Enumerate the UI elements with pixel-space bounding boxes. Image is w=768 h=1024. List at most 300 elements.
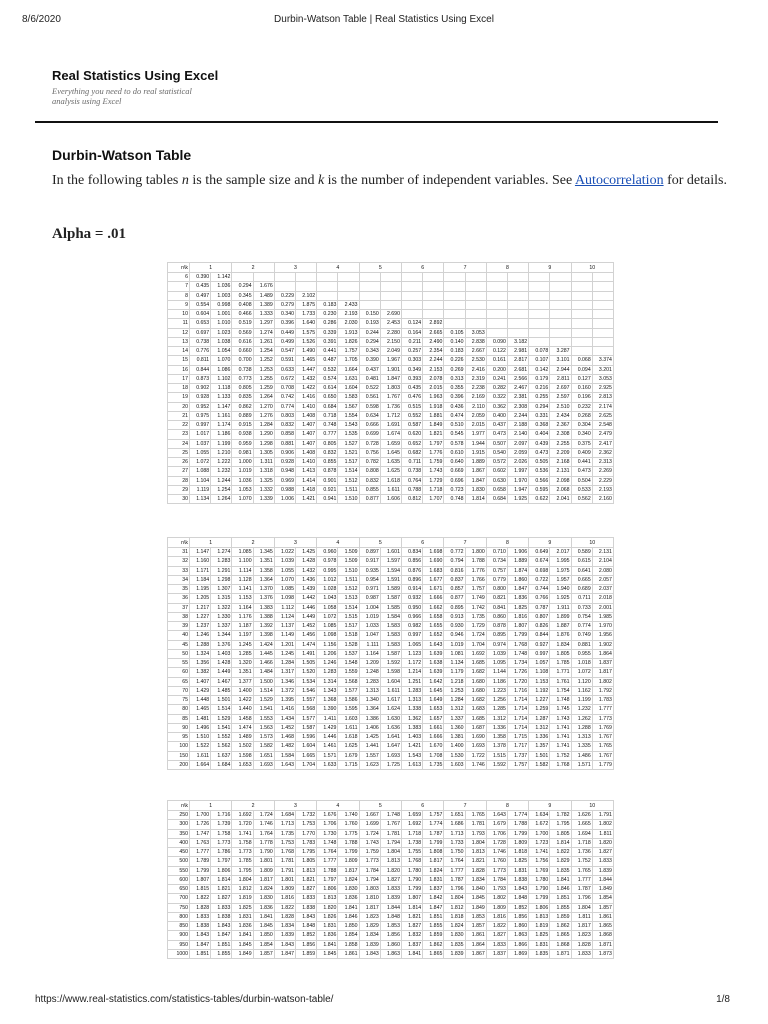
dl-cell: 1.598 [232,751,253,760]
dl-cell: 1.164 [232,603,253,612]
n-cell: 250 [168,811,190,820]
dl-cell: 1.746 [486,848,507,857]
du-cell: 1.857 [253,949,274,958]
dl-cell: 0.921 [317,485,338,494]
dl-cell: 0.782 [359,458,380,467]
dl-cell: 1.383 [401,723,422,732]
du-cell: 1.785 [550,659,571,668]
k-header: 8 [486,801,528,811]
dl-cell: 0.805 [232,384,253,393]
du-cell: 1.871 [592,940,613,949]
dl-cell: 1.835 [444,940,465,949]
du-cell: 1.655 [423,622,444,631]
dl-cell: 1.100 [232,557,253,566]
dl-cell [529,319,550,328]
dl-cell: 1.246 [317,659,338,668]
du-cell: 1.638 [423,659,444,668]
du-cell: 1.827 [211,894,232,903]
dl-cell: 1.847 [274,949,295,958]
dl-cell: 0.862 [232,402,253,411]
dl-cell: 1.836 [232,922,253,931]
dl-cell: 0.532 [317,365,338,374]
dl-cell: 0.855 [359,485,380,494]
n-cell: 1000 [168,949,190,958]
table-row [168,347,614,356]
du-cell: 1.611 [338,723,359,732]
table-row [168,829,614,838]
dl-cell: 0.211 [401,337,422,346]
table-row [168,940,614,949]
table-row [168,393,614,402]
dl-cell: 1.839 [444,949,465,958]
du-cell: 1.527 [338,439,359,448]
du-cell: 1.799 [338,848,359,857]
dl-cell: 1.694 [571,829,592,838]
du-cell: 1.452 [295,622,316,631]
dl-cell: 0.858 [274,430,295,439]
du-cell: 2.015 [465,421,486,430]
du-cell [423,273,444,282]
dl-cell: 0.340 [274,310,295,319]
n-cell: 100 [168,742,190,751]
dl-cell: 1.395 [274,696,295,705]
dl-cell [529,291,550,300]
table-row [168,903,614,912]
du-cell: 2.110 [465,402,486,411]
du-cell: 1.854 [338,931,359,940]
du-cell: 1.862 [423,940,444,949]
n-cell: 29 [168,485,190,494]
dl-cell: 0.857 [444,585,465,594]
dl-cell: 1.738 [401,838,422,847]
dl-cell: 0.282 [486,384,507,393]
du-cell: 1.830 [253,894,274,903]
n-cell: 20 [168,402,190,411]
du-cell: 1.582 [253,742,274,751]
dl-cell: 1.653 [232,760,253,769]
dl-cell: 0.409 [571,448,592,457]
du-cell: 3.374 [592,356,613,365]
dl-cell: 0.179 [529,374,550,383]
dl-cell: 1.794 [359,875,380,884]
du-cell: 2.001 [592,603,613,612]
n-cell: 50 [168,649,190,658]
du-cell: 1.970 [507,476,528,485]
n-cell: 17 [168,374,190,383]
du-cell: 1.889 [465,458,486,467]
du-cell [550,300,571,309]
dl-cell: 0.142 [529,365,550,374]
du-cell: 1.792 [592,686,613,695]
du-cell: 1.813 [465,848,486,857]
dl-cell: 1.481 [190,714,211,723]
dl-cell: 0.738 [232,365,253,374]
dl-cell: 0.294 [529,402,550,411]
dl-cell: 1.338 [401,705,422,714]
table-row [168,811,614,820]
dl-cell: 0.917 [359,557,380,566]
dl-cell: 1.828 [571,940,592,949]
dl-cell: 0.408 [232,300,253,309]
du-cell [550,319,571,328]
n-cell: 200 [168,760,190,769]
du-cell: 1.449 [295,612,316,621]
dl-cell: 0.832 [274,421,295,430]
dl-cell [444,300,465,309]
du-cell: 1.501 [211,696,232,705]
du-cell: 1.839 [592,866,613,875]
dl-cell: 0.473 [486,430,507,439]
dl-cell: 1.643 [274,760,295,769]
dl-cell: 1.828 [190,903,211,912]
dl-cell: 1.819 [232,894,253,903]
table-row [168,374,614,383]
dl-cell: 0.536 [529,467,550,476]
dl-cell: 0.107 [529,356,550,365]
dl-cell: 1.831 [232,912,253,921]
du-cell [507,319,528,328]
du-cell: 1.833 [295,894,316,903]
dl-cell: 1.764 [444,857,465,866]
du-cell: 3.053 [592,374,613,383]
k-header: 1 [190,538,232,548]
page-url: https://www.real-statistics.com/statistics-tables/durbin-watson-table/ [35,994,334,1005]
dl-cell: 1.845 [232,940,253,949]
n-cell: 18 [168,384,190,393]
du-cell: 1.859 [423,931,444,940]
dl-cell: 1.814 [401,903,422,912]
du-cell: 1.567 [338,402,359,411]
dl-cell: 1.019 [444,640,465,649]
du-cell: 1.586 [338,696,359,705]
du-cell: 1.863 [507,931,528,940]
du-cell: 1.847 [465,476,486,485]
n-cell: 550 [168,866,190,875]
dl-cell: 0.723 [444,485,465,494]
dl-cell: 1.176 [232,612,253,621]
du-cell: 1.376 [253,594,274,603]
dl-cell: 0.930 [444,622,465,631]
intro-text: is the sample size and [188,173,318,188]
dl-cell: 1.072 [190,458,211,467]
du-cell [507,310,528,319]
du-cell [295,282,316,291]
dl-cell [444,319,465,328]
dl-cell: 1.137 [274,622,295,631]
table-row [168,820,614,829]
dl-cell: 0.232 [571,402,592,411]
du-cell: 1.742 [465,603,486,612]
du-cell: 1.801 [253,857,274,866]
du-cell: 1.305 [253,448,274,457]
print-date: 8/6/2020 [22,14,61,25]
dl-cell: 1.841 [317,940,338,949]
du-cell: 2.041 [550,495,571,504]
dl-cell: 0.313 [444,374,465,383]
du-cell: 2.193 [592,485,613,494]
dl-cell: 1.822 [274,903,295,912]
du-cell: 1.428 [295,557,316,566]
dl-cell: 0.473 [529,448,550,457]
dl-cell: 1.773 [359,857,380,866]
dl-cell: 1.072 [571,668,592,677]
du-cell: 1.861 [465,931,486,940]
du-cell: 1.511 [338,575,359,584]
du-cell: 1.383 [253,603,274,612]
dl-cell: 1.819 [529,922,550,931]
n-cell: 25 [168,448,190,457]
page-number: 1/8 [716,994,730,1005]
du-cell: 1.767 [380,820,401,829]
du-cell: 1.850 [338,922,359,931]
dl-cell: 1.784 [359,866,380,875]
du-cell: 1.822 [550,848,571,857]
du-cell: 1.511 [338,485,359,494]
dl-cell: 1.804 [444,894,465,903]
du-cell: 1.846 [550,885,571,894]
dl-cell: 1.777 [190,848,211,857]
du-cell: 1.791 [592,811,613,820]
du-cell: 1.559 [338,668,359,677]
dl-cell: 1.057 [529,659,550,668]
dl-cell: 1.759 [359,848,380,857]
n-cell: 400 [168,838,190,847]
dl-cell: 1.582 [529,760,550,769]
du-cell: 1.491 [295,649,316,658]
dl-cell: 1.843 [190,931,211,940]
dl-cell: 1.184 [190,575,211,584]
du-cell: 2.566 [507,374,528,383]
autocorrelation-link[interactable]: Autocorrelation [574,173,664,188]
dl-cell: 1.452 [274,723,295,732]
du-cell [465,310,486,319]
dl-cell: 0.932 [401,594,422,603]
dl-cell: 0.959 [232,439,253,448]
du-cell: 2.174 [592,402,613,411]
dl-cell: 1.788 [317,866,338,875]
du-cell: 1.604 [380,677,401,686]
table-header-row [168,801,614,811]
du-cell: 1.746 [465,760,486,769]
dl-cell: 0.124 [401,319,422,328]
dl-cell: 0.160 [571,384,592,393]
dl-cell: 0.878 [317,467,338,476]
du-cell: 1.322 [211,603,232,612]
dl-cell: 1.043 [317,594,338,603]
dl-cell: 0.615 [571,557,592,566]
du-cell: 1.843 [211,922,232,931]
du-cell: 1.274 [253,328,274,337]
du-cell: 1.817 [423,857,444,866]
dl-cell: 1.699 [359,820,380,829]
du-cell: 1.637 [211,751,232,760]
dl-cell: 0.505 [529,458,550,467]
dl-cell: 0.877 [359,495,380,504]
du-cell: 1.290 [253,430,274,439]
k-header: 7 [444,538,486,548]
du-cell: 1.500 [253,677,274,686]
dl-cell: 0.476 [401,393,422,402]
du-cell: 1.311 [253,458,274,467]
du-cell: 1.467 [211,677,232,686]
dl-cell: 0.896 [401,575,422,584]
du-cell: 1.337 [211,622,232,631]
du-cell: 2.160 [592,495,613,504]
du-cell: 1.714 [507,696,528,705]
du-cell: 1.795 [295,848,316,857]
du-cell: 1.768 [507,640,528,649]
du-cell: 1.418 [295,485,316,494]
dl-cell: 1.195 [190,585,211,594]
dl-cell: 1.659 [401,811,422,820]
du-cell: 1.651 [253,751,274,760]
table-row [168,458,614,467]
du-cell: 1.732 [295,811,316,820]
page-title: Durbin-Watson Table [52,147,192,163]
dl-cell: 1.791 [274,866,295,875]
table-row [168,310,614,319]
dl-cell: 0.658 [486,485,507,494]
dl-cell: 1.162 [571,686,592,695]
du-cell: 2.354 [423,347,444,356]
dl-cell: 0.587 [401,421,422,430]
du-cell: 1.685 [465,714,486,723]
du-cell: 1.864 [592,649,613,658]
du-cell: 1.743 [550,714,571,723]
dl-cell: 1.809 [274,885,295,894]
du-cell [380,273,401,282]
dl-cell: 0.279 [274,300,295,309]
n-cell: 55 [168,659,190,668]
dl-cell: 1.834 [359,931,380,940]
table-row [168,742,614,751]
du-cell [592,273,613,282]
du-cell [253,273,274,282]
k-header: 2 [232,538,274,548]
dl-cell: 1.665 [571,820,592,829]
du-cell: 1.752 [550,751,571,760]
dl-cell: 1.284 [274,659,295,668]
dl-cell: 1.706 [317,820,338,829]
dl-cell [359,291,380,300]
du-cell: 1.776 [423,448,444,457]
dl-cell: 1.362 [401,714,422,723]
alpha-heading: Alpha = .01 [52,226,126,242]
dl-cell: 1.720 [232,820,253,829]
du-cell: 2.548 [592,421,613,430]
dl-cell [401,282,422,291]
du-cell: 1.833 [380,885,401,894]
site-title[interactable]: Real Statistics Using Excel [52,68,219,83]
du-cell: 1.680 [465,686,486,695]
dl-cell: 1.623 [359,760,380,769]
n-cell: 39 [168,622,190,631]
du-cell: 1.860 [380,940,401,949]
dl-cell: 1.692 [401,820,422,829]
du-cell: 2.313 [592,458,613,467]
dl-cell: 0.841 [486,603,507,612]
du-cell: 1.517 [338,622,359,631]
dl-cell: 0.439 [529,439,550,448]
n-cell: 30 [168,495,190,504]
du-cell: 1.698 [423,548,444,557]
dl-cell: 0.183 [317,300,338,309]
du-cell: 1.749 [465,594,486,603]
dl-cell: 1.522 [190,742,211,751]
du-cell: 1.465 [295,356,316,365]
dl-cell: 1.098 [274,594,295,603]
du-cell [423,300,444,309]
dl-cell: 0.788 [401,485,422,494]
du-cell [550,282,571,291]
dl-cell: 0.856 [401,557,422,566]
du-cell: 1.814 [211,875,232,884]
dl-cell: 0.574 [317,374,338,383]
dl-cell: 0.561 [359,393,380,402]
du-cell: 1.765 [592,742,613,751]
du-cell: 1.799 [507,631,528,640]
dl-cell: 1.214 [401,668,422,677]
dl-cell: 1.835 [529,949,550,958]
dl-cell: 0.794 [444,557,465,566]
dl-cell: 1.765 [571,866,592,875]
dl-cell: 0.708 [274,384,295,393]
table-row [168,857,614,866]
du-cell: 1.825 [507,857,528,866]
dl-cell: 1.108 [529,668,550,677]
dl-cell [529,300,550,309]
dl-cell: 1.807 [401,894,422,903]
du-cell: 1.720 [507,677,528,686]
du-cell: 1.325 [253,476,274,485]
dl-cell: 0.877 [444,594,465,603]
du-cell: 1.806 [211,866,232,875]
dl-cell: 1.825 [232,903,253,912]
du-cell: 2.131 [550,467,571,476]
du-cell: 1.537 [338,649,359,658]
dl-cell: 1.728 [486,838,507,847]
dl-cell: 0.331 [529,411,550,420]
du-cell: 1.548 [338,659,359,668]
dl-cell: 0.396 [444,393,465,402]
du-cell: 1.562 [211,742,232,751]
du-cell: 1.790 [253,848,274,857]
dl-cell: 1.337 [444,714,465,723]
du-cell: 1.741 [550,723,571,732]
dl-cell: 1.149 [274,631,295,640]
du-cell: 1.520 [295,668,316,677]
dl-cell: 1.811 [571,912,592,921]
n-cell: 85 [168,714,190,723]
dl-cell: 0.649 [529,548,550,557]
dl-cell: 1.795 [232,866,253,875]
du-cell: 1.432 [295,566,316,575]
table-row [168,594,614,603]
durbin-watson-table-1 [167,262,614,504]
n-cell: 21 [168,411,190,420]
du-cell: 2.080 [592,566,613,575]
du-cell: 2.209 [550,448,571,457]
dl-cell: 1.285 [486,705,507,714]
dl-cell: 1.283 [359,677,380,686]
du-cell: 1.274 [211,548,232,557]
du-cell: 1.918 [423,402,444,411]
dl-cell: 1.667 [359,811,380,820]
dl-cell: 1.406 [359,723,380,732]
dl-cell: 1.357 [529,742,550,751]
du-cell: 1.583 [338,393,359,402]
du-cell: 1.514 [253,686,274,695]
